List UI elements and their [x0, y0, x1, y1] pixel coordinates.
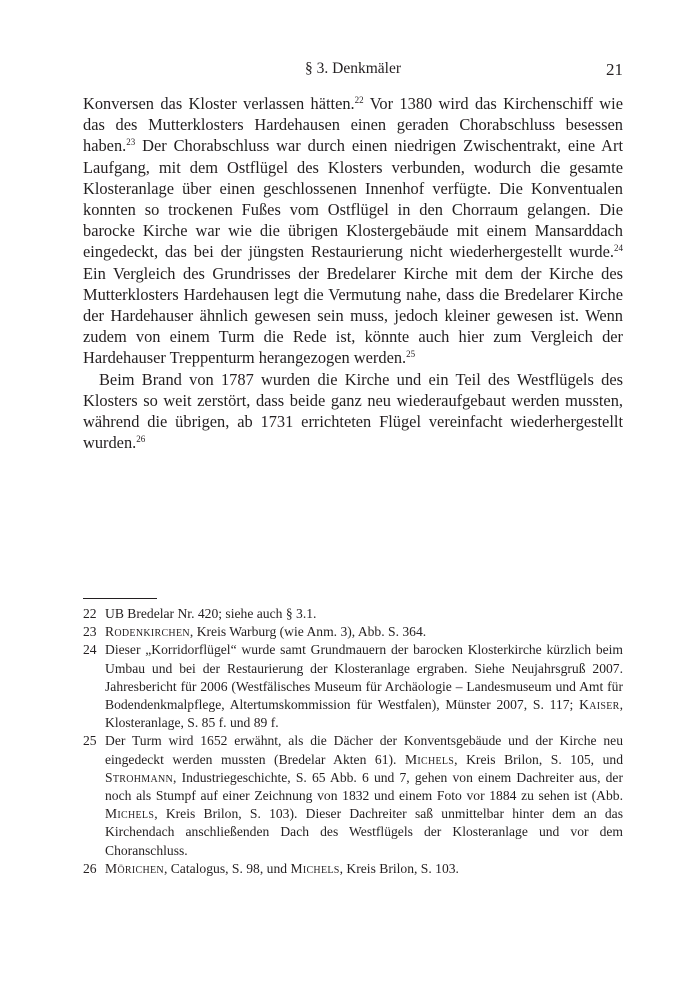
text-span: , Klosteranlage, S. 85 f. und 89 f. [105, 697, 623, 731]
text-span: Ein Vergleich des Grundrisses der Bredelarer Kirche mit dem der Kirche des Mutterklosters Hardehausen legt die Vermutung nahe, dass die Bredelarer Kirche der Hardehauser ähnlich gewesen sein muss, jedoch kleiner gewesen ist. Wenn zudem von einem Turm die Rede ist, könnte auch hier zum Vergleich der Hardehauser Treppenturm herangezogen werden. [83, 263, 623, 368]
footnote-text [105, 605, 623, 623]
footnote [83, 860, 623, 878]
footnote-text [105, 641, 623, 732]
text-span: Der Turm wird 1652 erwähnt, als die Dächer der Konventsgebäude und der Kirche neu eingedeckt werden mussten (Bredelar Akten 61). [105, 733, 623, 767]
text-span: , Kreis Brilon, S. 105, und [454, 751, 623, 767]
author-name: Strohmann [105, 769, 174, 785]
footnotes [83, 605, 623, 878]
text-span: , Catalogus, S. 98, und [163, 860, 291, 876]
footnote [83, 641, 623, 732]
author-name: Michels [290, 860, 340, 876]
author-name: Rodenkirchen [105, 624, 190, 640]
footnote-ref[interactable]: 24 [614, 243, 623, 254]
page-number: 21 [606, 60, 623, 79]
footnote-ref[interactable]: 25 [406, 349, 416, 360]
text-span: Vor 1380 wird das Kirchenschiff wie das des Mutterklosters Hardehausen einen geraden Chorabschluss besessen haben. [83, 94, 623, 156]
paragraph [83, 369, 623, 454]
text-span: Dieser „Korridorflügel“ wurde samt Grundmauern der barocken Klosterkirche kürzlich beim Umbau und bei der Restaurierung der Klosteranlage ergraben. Siehe Neujahrsgruß 2007. Jahresbericht für 2006 (Westfälisches Museum für Archäologie – Landesmuseum und Amt für Bodendenkmalpflege, Altertumskommission für Westfalen), Münster 2007, S. 117; [105, 642, 623, 713]
footnote [83, 605, 623, 623]
text-span: Konversen das Kloster verlassen hätten. [83, 94, 355, 113]
footnote [83, 623, 623, 641]
author-name: Mörichen [105, 860, 164, 876]
footnote-number: 25 [83, 733, 97, 749]
footnote-number: 24 [83, 642, 97, 658]
footnote-number: 26 [83, 860, 97, 876]
paragraph [83, 93, 623, 369]
text-span: Beim Brand von 1787 wurden die Kirche und ein Teil des Westflügels des Klosters so weit zerstört, dass beide ganz neu wiederaufgebaut werden mussten, während die übrigen, ab 1731 errichteten Flügel vereinfacht wiederhergestellt wurden. [83, 369, 623, 453]
footnote-text [105, 860, 623, 878]
text-span: , Kreis Warburg (wie Anm. 3), Abb. S. 364. [189, 624, 427, 640]
footnote [83, 732, 623, 859]
running-header [83, 60, 623, 84]
text-span: , Kreis Brilon, S. 103. [339, 860, 459, 876]
footnote-text [105, 623, 623, 641]
author-name: Michels [105, 806, 155, 822]
running-title: § 3. Denkmäler [305, 60, 401, 77]
text-span: , Kreis Brilon, S. 103). Dieser Dachreiter saß unmittelbar hinter dem an das Kirchendach anschließenden Dach des Westflügels der Klosteranlage und vor dem Choranschluss. [105, 806, 623, 858]
footnote-text [105, 732, 623, 859]
footnote-number: 22 [83, 606, 97, 621]
text-span: UB Bredelar Nr. 420; siehe auch § 3.1. [105, 606, 317, 621]
footnote-ref[interactable]: 26 [136, 434, 146, 445]
text-span: Der Chorabschluss war durch einen niedrigen Zwischentrakt, eine Art Laufgang, mit dem Ostflügel des Klosters verbunden, wodurch die gesamte Klosteranlage über einen geschlossenen Innenhof verfügte. Die Konventualen konnten so trockenen Fußes vom Ostflügel in den Chorraum gelangen. Die barocke Kirche war wie die übrigen Klostergebäude mit einem Mansarddach eingedeckt, das bei der jüngsten Restaurierung nicht wiederhergestellt wurde. [83, 136, 623, 262]
footnote-ref[interactable]: 22 [354, 95, 364, 105]
footnote-ref[interactable]: 23 [126, 137, 136, 148]
text-span: , Industriegeschichte, S. 65 Abb. 6 und 7, gehen von einem Dachreiter aus, der noch als Stumpf auf einer Zeichnung von 1832 und einem Foto vor 1884 zu sehen ist (Abb. [105, 769, 623, 804]
main-text [83, 93, 623, 453]
author-name: Kaiser [579, 697, 620, 713]
author-name: Michels [404, 751, 455, 767]
footnote-number: 23 [83, 624, 97, 640]
footnote-divider [83, 598, 157, 599]
